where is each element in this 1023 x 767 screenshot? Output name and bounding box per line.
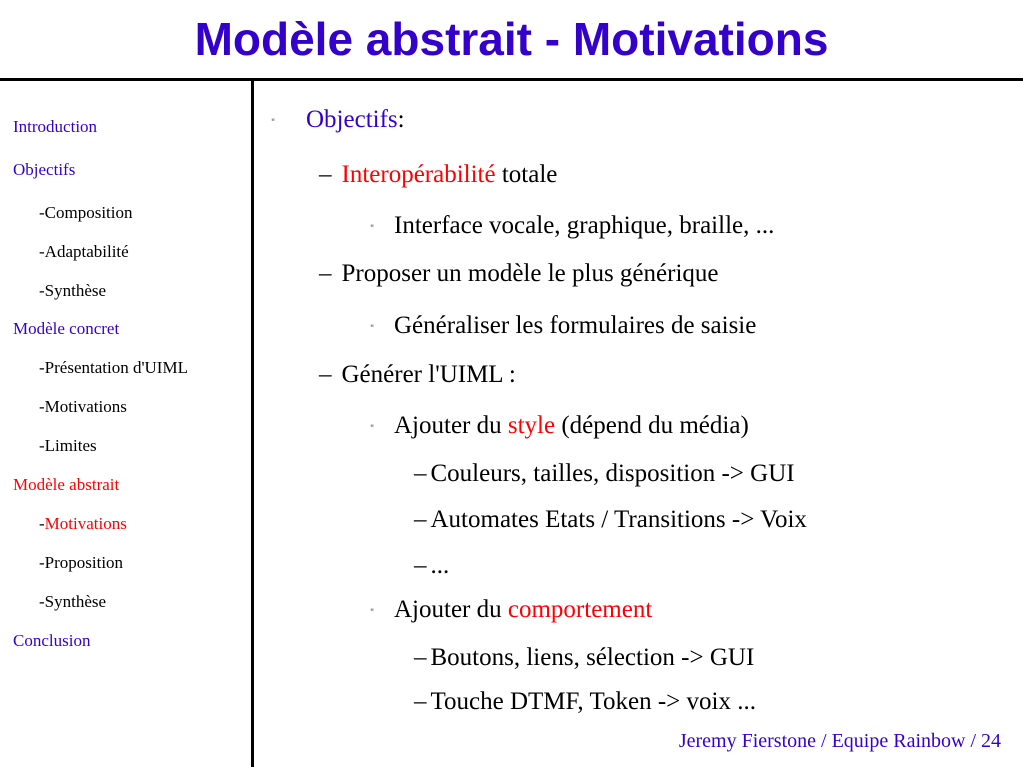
- dash-icon: –: [414, 688, 427, 715]
- slide-content: [256, 81, 1023, 767]
- proposer-line: [319, 259, 719, 289]
- interop-line: [319, 160, 557, 190]
- ajouter-comportement-prefix: Ajouter du: [394, 596, 508, 623]
- nav-synthese-2[interactable]: -Synthèse: [39, 592, 107, 611]
- nav-introduction[interactable]: Introduction: [13, 117, 98, 136]
- interface-line: Interface vocale, graphique, braille, ...: [394, 212, 775, 239]
- boutons-text: Boutons, liens, sélection -> GUI: [430, 644, 755, 671]
- objectifs-line: [306, 105, 405, 135]
- nav-adaptabilite[interactable]: -Adaptabilité: [39, 242, 129, 261]
- boutons-line: [414, 643, 754, 673]
- nav-limites[interactable]: -Limites: [39, 436, 97, 455]
- dash-icon: –: [414, 460, 427, 487]
- ajouter-style-suffix: (dépend du média): [555, 412, 749, 439]
- dash-icon: –: [414, 644, 427, 671]
- bullet-icon: ": [370, 324, 375, 334]
- generaliser-line: Généraliser les formulaires de saisie: [394, 312, 757, 339]
- generer-line: [319, 360, 516, 390]
- nav-presentation-uiml[interactable]: -Présentation d'UIML: [39, 358, 188, 377]
- nav-modele-concret[interactable]: Modèle concret: [13, 319, 120, 338]
- couleurs-line: [414, 459, 795, 489]
- bullet-icon: ": [370, 608, 375, 618]
- objectifs-suffix: :: [397, 106, 405, 133]
- nav-motivations-abstrait[interactable]: [39, 514, 127, 534]
- generer-text: Générer l'UIML :: [341, 361, 516, 388]
- bullet-icon: ": [271, 118, 276, 128]
- dash-icon: –: [319, 260, 332, 287]
- ajouter-comportement-highlight: comportement: [507, 596, 653, 623]
- ellipsis-line: [414, 551, 449, 581]
- ajouter-style-prefix: Ajouter du: [394, 412, 508, 439]
- nav-objectifs[interactable]: Objectifs: [13, 160, 76, 179]
- dash-icon: –: [319, 161, 332, 188]
- touche-line: [414, 687, 756, 717]
- nav-motivations-dash: -: [39, 514, 45, 533]
- proposer-text: Proposer un modèle le plus générique: [341, 260, 719, 287]
- automates-text: Automates Etats / Transitions -> Voix: [430, 506, 807, 533]
- touche-text: Touche DTMF, Token -> voix ...: [430, 688, 756, 715]
- ellipsis-text: ...: [430, 552, 450, 579]
- nav-synthese-1[interactable]: -Synthèse: [39, 281, 107, 300]
- nav-modele-abstrait[interactable]: Modèle abstrait: [13, 475, 120, 494]
- ajouter-style-highlight: style: [507, 412, 556, 439]
- automates-line: [414, 505, 807, 535]
- nav-proposition[interactable]: -Proposition: [39, 553, 124, 572]
- nav-conclusion[interactable]: Conclusion: [13, 631, 91, 650]
- dash-icon: –: [414, 506, 427, 533]
- objectifs-label: Objectifs: [306, 106, 398, 133]
- dash-icon: –: [319, 361, 332, 388]
- interop-highlight: Interopérabilité: [341, 161, 496, 188]
- couleurs-text: Couleurs, tailles, disposition -> GUI: [430, 460, 795, 487]
- bullet-icon: ": [370, 424, 375, 434]
- sidebar-nav: [0, 0, 250, 767]
- nav-motivations-label: Motivations: [44, 514, 127, 533]
- dash-icon: –: [414, 552, 427, 579]
- sidebar-divider: [251, 81, 254, 767]
- ajouter-style-line: [394, 411, 749, 441]
- nav-composition[interactable]: -Composition: [39, 203, 133, 222]
- bullet-icon: ": [370, 224, 375, 234]
- slide-title: Modèle abstrait - Motivations: [194, 13, 829, 65]
- interop-rest: totale: [495, 161, 558, 188]
- slide-footer: Jeremy Fierstone / Equipe Rainbow / 24: [678, 730, 1001, 752]
- ajouter-comportement-line: [394, 595, 652, 625]
- nav-motivations-concret[interactable]: -Motivations: [39, 397, 127, 416]
